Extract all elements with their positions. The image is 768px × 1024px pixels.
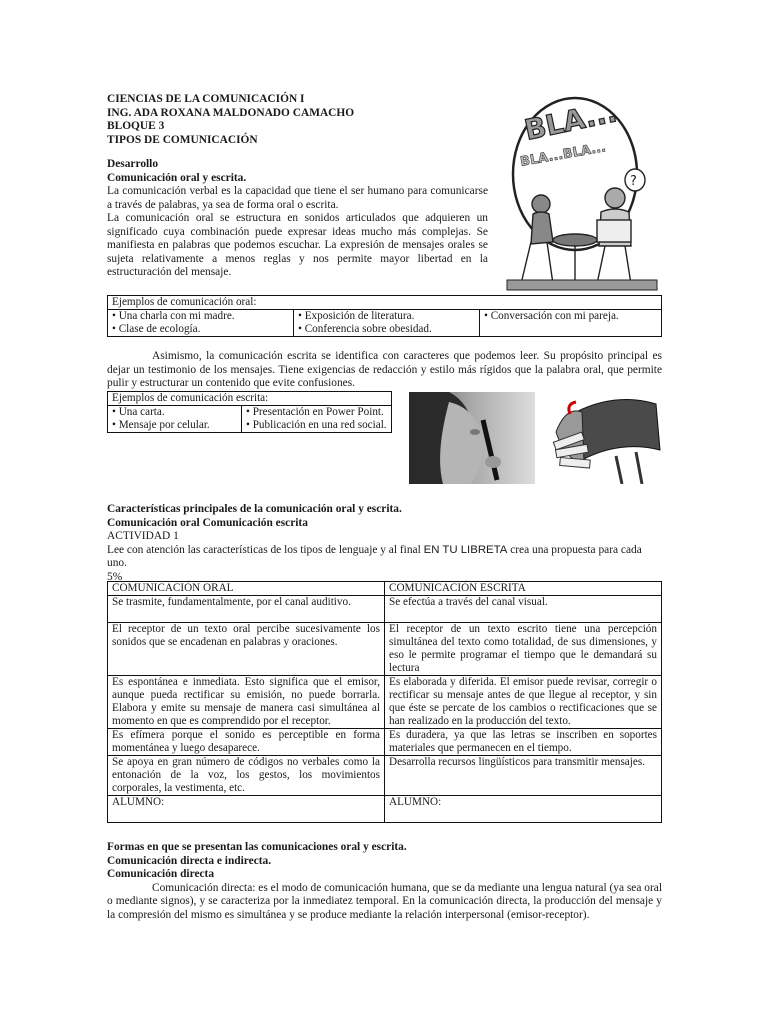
table-row [108, 676, 662, 729]
oral-examples-table [107, 295, 662, 337]
written-example-item: • Publicación en una red social. [246, 419, 387, 431]
header-oral: COMUNICACIÓN ORAL [108, 582, 385, 596]
person-with-pen-photo [409, 392, 535, 484]
written-examples-col1 [108, 406, 242, 433]
written-cell: Es duradera, ya que las letras se inscriben en soportes materiales que permanecen en el tiempo. [385, 729, 662, 756]
written-cell: Desarrolla recursos lingüísticos para transmitir mensajes. [385, 756, 662, 796]
intro-section [107, 158, 488, 280]
instruction-text: Lee con atención las características de los tipos de lenguaje y al final [107, 543, 424, 556]
oral-examples-header: Ejemplos de comunicación oral: [108, 296, 662, 310]
oral-cell: El receptor de un texto oral percibe sucesivamente los sonidos que se encadenan en palabras y oraciones. [108, 623, 385, 676]
written-example-item: • Una carta. [112, 406, 165, 418]
written-cell: El receptor de un texto escrito tiene una percepción simultánea del texto como totalidad, de sus dimensiones, y eso le permite programar el tiempo que le demandará su lectura [385, 623, 662, 676]
oral-example-item: • Exposición de literatura. [298, 310, 415, 322]
oral-cell: Se apoya en gran número de códigos no verbales como la entonación de la voz, los gestos, los movimientos corporales, la vestimenta, etc. [108, 756, 385, 796]
direct-communication-paragraph [107, 882, 662, 923]
written-examples-col2 [242, 406, 392, 433]
forms-subheading: Comunicación directa [107, 868, 215, 880]
student-written-cell: ALUMNO: [385, 796, 662, 823]
oral-example-item: • Conferencia sobre obesidad. [298, 323, 432, 335]
instruction-text-end: crea una propuesta para cada uno. [107, 543, 642, 569]
characteristics-section [107, 503, 662, 584]
section-subtitle: Comunicación oral y escrita. [107, 171, 247, 184]
written-communication-paragraph: Asimismo, la comunicación escrita se identifica con caracteres que podemos leer. Su propósito principal es dejar un testimonio de los mensajes. Tiene exigencias de redacción y estilo más rígidos que la palabra oral, que permite pulir y estructurar un contenido que evite confusiones. [107, 350, 662, 389]
oral-example-item: • Una charla con mi madre. [112, 310, 235, 322]
direct-communication-body: es el modo de comunicación humana, que se da mediante una lengua natural (ya sea oral o mediante signos), y se caracteriza por la inmediatez temporal. En la comunicación directa, la producción del mensaje y la compresión del mismo es simultánea y se produce mediante la relación interpersonal (emisor-receptor). [107, 881, 662, 921]
activity-instruction [107, 544, 662, 571]
written-example-item: • Mensaje por celular. [112, 419, 210, 431]
characteristics-subtitle: Comunicación oral Comunicación escrita [107, 516, 308, 529]
instruction-emphasis: EN TU LIBRETA [423, 543, 508, 556]
table-row [108, 596, 662, 623]
table-row [108, 729, 662, 756]
oral-cell: Se trasmite, fundamentalmente, por el canal auditivo. [108, 596, 385, 623]
student-oral-cell: ALUMNO: [108, 796, 385, 823]
header-topic: TIPOS DE COMUNICACIÓN [107, 133, 258, 146]
intro-paragraph-1: La comunicación verbal es la capacidad que tiene el ser humano para comunicarse a través de palabras, ya sea de forma oral o escrita. [107, 185, 488, 211]
characteristics-title: Características principales de la comunicación oral y escrita. [107, 503, 402, 515]
oral-examples-col1 [108, 310, 294, 337]
direct-communication-term: Comunicación directa: [152, 881, 256, 894]
header-course: CIENCIAS DE LA COMUNICACIÓN I [107, 93, 305, 105]
student-row [108, 796, 662, 823]
activity-percent: 5% [107, 570, 123, 583]
svg-text:?: ? [630, 174, 637, 189]
forms-section [107, 841, 662, 922]
section-desarrollo: Desarrollo [107, 158, 159, 170]
table-row [108, 756, 662, 796]
document-header [107, 93, 407, 147]
intro-paragraph-2: La comunicación oral se estructura en sonidos articulados que adquieren un significado cuya combinación puede expresar ideas mucho más complejas. Se manifiesta en palabras que podemos escuchar. La expresión de mensajes orales se sujeta relativamente a menos reglas y nos permite mayor libertad en la estructuración del mensaje. [107, 212, 488, 278]
table-row [108, 623, 662, 676]
bla-conversation-illustration [497, 92, 667, 292]
forms-title: Formas en que se presentan las comunicaciones oral y escrita. [107, 841, 407, 853]
written-cell: Es elaborada y diferida. El emisor puede revisar, corregir o rectificar su mensaje antes de que llegue al receptor, y sin que éste se percate de los cambios o rectificaciones que se han realizado en la producción del texto. [385, 676, 662, 729]
written-examples-header: Ejemplos de comunicación escrita: [108, 392, 392, 406]
header-block: BLOQUE 3 [107, 120, 165, 132]
table-header-row [108, 582, 662, 596]
oral-cell: Es efímera porque el sonido es perceptible en forma momentánea y luego desaparece. [108, 729, 385, 756]
oral-cell: Es espontánea e inmediata. Esto significa que el emisor, aunque pueda rectificar su emisión, no puede borrarla. Elabora y emite su mensaje de manera casi simultánea al momento en que es comprendido por el receptor. [108, 676, 385, 729]
oral-examples-col2 [294, 310, 480, 337]
bla-big-text: BLA... [521, 95, 620, 147]
activity-label: ACTIVIDAD 1 [107, 530, 179, 542]
mailbox-letters-photo [546, 392, 672, 484]
written-examples-table [107, 391, 392, 433]
oral-examples-col3 [480, 310, 662, 337]
bla-small-text: BLA...BLA... [519, 140, 608, 170]
oral-example-item: • Clase de ecología. [112, 323, 201, 335]
written-cell: Se efectúa a través del canal visual. [385, 596, 662, 623]
written-example-item: • Presentación en Power Point. [246, 406, 384, 418]
comparison-table [107, 581, 662, 823]
header-written: COMUNICACIÓN ESCRITA [385, 582, 662, 596]
forms-subtitle: Comunicación directa e indirecta. [107, 854, 272, 867]
oral-example-item: • Conversación con mi pareja. [484, 310, 619, 322]
header-teacher: ING. ADA ROXANA MALDONADO CAMACHO [107, 106, 355, 119]
